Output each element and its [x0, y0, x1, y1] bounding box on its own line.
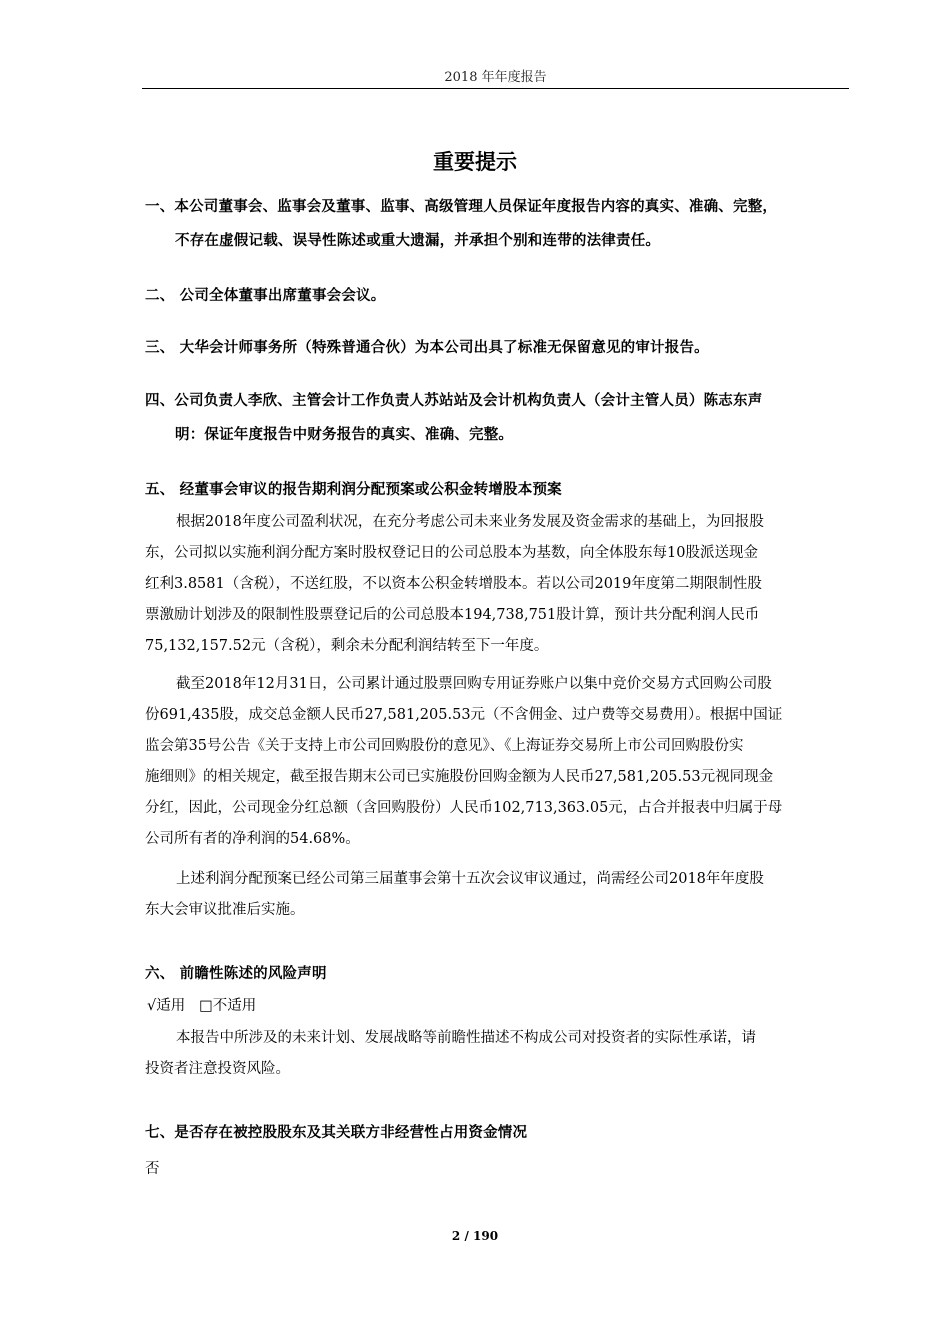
section-seven-answer — [145, 1154, 850, 1185]
para-line: 75,132,157.52元（含税），剩余未分配利润结转至下一年度。 — [145, 638, 549, 654]
item-three — [145, 331, 850, 365]
para-line: 东，公司拟以实施利润分配方案时股权登记日的公司总股本为基数，向全体股东每10股派送现金 — [145, 545, 758, 561]
item-six-line: 六、 前瞻性陈述的风险声明 — [145, 966, 327, 982]
para-line: 分红，因此，公司现金分红总额（含回购股份）人民币102,713,363.05元，占合并报表中归属于母 — [145, 800, 783, 816]
section-five-para-1 — [145, 507, 850, 662]
item-three-line: 三、 大华会计师事务所（特殊普通合伙）为本公司出具了标准无保留意见的审计报告。 — [145, 340, 709, 356]
para-line: 本报告中所涉及的未来计划、发展战略等前瞻性描述不构成公司对投资者的实际性承诺，请 — [176, 1030, 756, 1046]
para-line: 东大会审议批准后实施。 — [145, 902, 305, 918]
para-line: 投资者注意投资风险。 — [145, 1061, 290, 1077]
para-line: 监会第35号公告《关于支持上市公司回购股份的意见》、《上海证券交易所上市公司回购股份实 — [145, 738, 744, 754]
item-five-line: 五、 经董事会审议的报告期利润分配预案或公积金转增股本预案 — [145, 482, 562, 498]
item-one — [145, 190, 850, 258]
item-two-line: 二、 公司全体董事出席董事会会议。 — [145, 288, 386, 304]
item-four — [145, 384, 850, 452]
para-line: 施细则》的相关规定，截至报告期末公司已实施股份回购金额为人民币27,581,205.53元视同现金 — [145, 769, 774, 785]
page-number: 2 / 190 — [451, 1229, 499, 1243]
section-five-para-2 — [145, 669, 850, 855]
para-line: 票激励计划涉及的限制性股票登记后的公司总股本194,738,751股计算，预计共分配利润人民币 — [145, 607, 760, 623]
para-line: 截至2018年12月31日，公司累计通过股票回购专用证券账户以集中竞价交易方式回购公司股 — [176, 676, 772, 692]
item-four-line-2: 明：保证年度报告中财务报告的真实、准确、完整。 — [175, 427, 514, 443]
item-six-heading — [145, 957, 850, 991]
para-line: 上述利润分配预案已经公司第三届董事会第十五次会议审议通过，尚需经公司2018年年度股 — [176, 871, 764, 887]
applicable-checkbox: √适用 — [147, 998, 186, 1014]
item-seven-heading — [145, 1116, 850, 1150]
para-line: 根据2018年度公司盈利状况，在充分考虑公司未来业务发展及资金需求的基础上，为回报股 — [176, 514, 764, 530]
answer-text: 否 — [145, 1161, 160, 1177]
item-five-heading — [145, 473, 850, 507]
page-title: 重要提示 — [433, 150, 517, 174]
item-one-line-2: 不存在虚假记载、误导性陈述或重大遗漏，并承担个别和连带的法律责任。 — [175, 233, 661, 249]
header-divider — [142, 88, 849, 89]
para-line: 公司所有者的净利润的54.68%。 — [145, 831, 360, 847]
item-seven-line: 七、是否存在被控股股东及其关联方非经营性占用资金情况 — [145, 1125, 528, 1141]
section-six-para — [145, 1023, 850, 1085]
para-line: 份691,435股，成交总金额人民币27,581,205.53元（不含佣金、过户费等交易费用）。根据中国证 — [145, 707, 783, 723]
item-one-line-1: 一、本公司董事会、监事会及董事、监事、高级管理人员保证年度报告内容的真实、准确、完整， — [145, 199, 778, 215]
para-line: 红利3.8581（含税），不送红股，不以资本公积金转增股本。若以公司2019年度第二期限制性股 — [145, 576, 762, 592]
item-four-line-1: 四、公司负责人李欣、主管会计工作负责人苏站站及会计机构负责人（会计主管人员）陈志东声 — [145, 393, 763, 409]
running-header: 2018 年年度报告 — [444, 70, 547, 85]
applicability-checks — [147, 994, 256, 1018]
item-two — [145, 279, 850, 313]
not-applicable-checkbox: □不适用 — [199, 998, 257, 1014]
section-five-para-3 — [145, 864, 850, 926]
